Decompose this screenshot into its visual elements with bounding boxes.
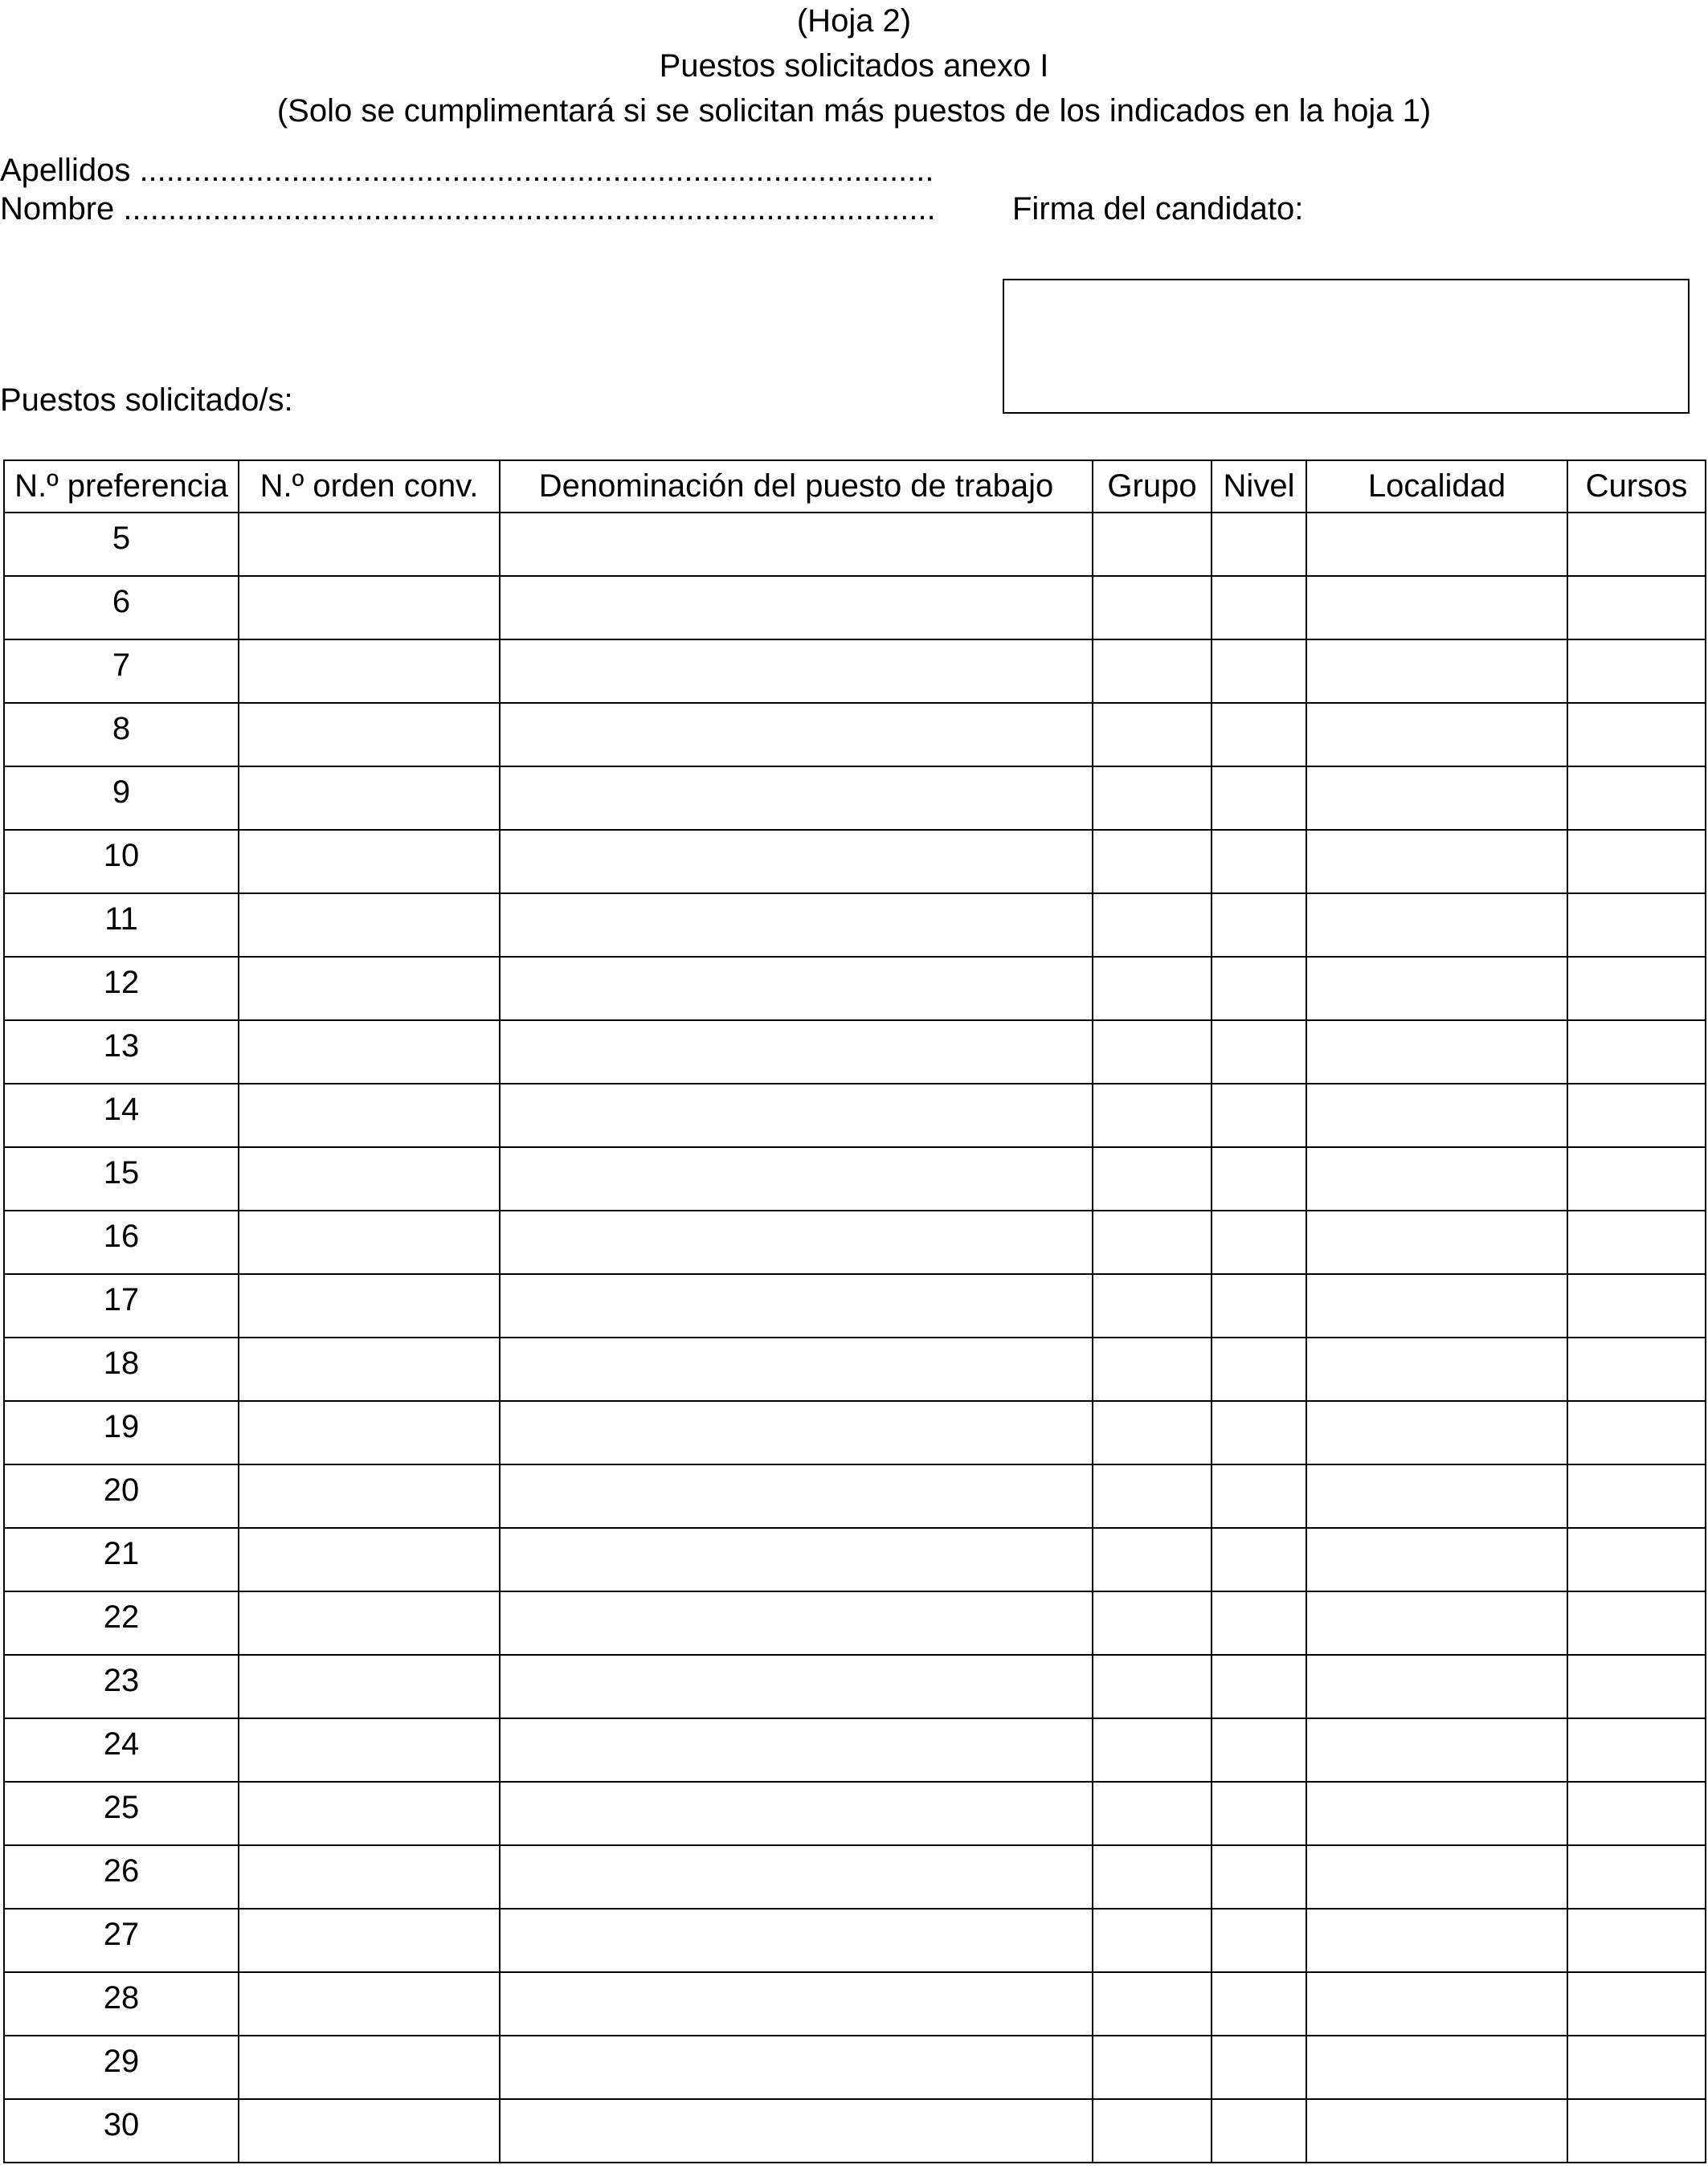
- cell-cursos[interactable]: [1567, 957, 1706, 1020]
- cell-orden[interactable]: [239, 1401, 500, 1464]
- cell-cursos[interactable]: [1567, 1528, 1706, 1591]
- cell-denominacion[interactable]: [500, 1020, 1093, 1084]
- cell-localidad[interactable]: [1306, 2036, 1567, 2099]
- cell-cursos[interactable]: [1567, 639, 1706, 703]
- table-row: [4, 2036, 1706, 2099]
- cell-grupo[interactable]: [1093, 639, 1212, 703]
- cell-grupo[interactable]: [1093, 1020, 1212, 1084]
- cell-nivel[interactable]: [1212, 1020, 1306, 1084]
- cell-nivel[interactable]: [1212, 1084, 1306, 1147]
- cell-localidad[interactable]: [1306, 1464, 1567, 1528]
- cell-denominacion[interactable]: [500, 1147, 1093, 1211]
- cell-orden[interactable]: [239, 2036, 500, 2099]
- positions-table: [3, 460, 1706, 2163]
- cell-cursos[interactable]: [1567, 766, 1706, 830]
- cell-cursos[interactable]: [1567, 1084, 1706, 1147]
- cell-grupo[interactable]: [1093, 2099, 1212, 2163]
- cell-grupo[interactable]: [1093, 957, 1212, 1020]
- cell-preferencia: 24: [4, 1718, 239, 1782]
- table-row: [4, 513, 1706, 576]
- cell-nivel[interactable]: [1212, 1782, 1306, 1845]
- cell-nivel[interactable]: [1212, 1464, 1306, 1528]
- cell-denominacion[interactable]: [500, 1591, 1093, 1655]
- cell-preferencia: 22: [4, 1591, 239, 1655]
- table-header-row: [4, 460, 1706, 513]
- cell-preferencia: 16: [4, 1211, 239, 1274]
- cell-denominacion[interactable]: [500, 639, 1093, 703]
- cell-cursos[interactable]: [1567, 703, 1706, 766]
- cell-localidad[interactable]: [1306, 1211, 1567, 1274]
- cell-preferencia: 21: [4, 1528, 239, 1591]
- cell-orden[interactable]: [239, 1655, 500, 1718]
- cell-localidad[interactable]: [1306, 957, 1567, 1020]
- cell-grupo[interactable]: [1093, 703, 1212, 766]
- cell-preferencia: 19: [4, 1401, 239, 1464]
- table-row: [4, 1782, 1706, 1845]
- cell-cursos[interactable]: [1567, 1464, 1706, 1528]
- table-body: [4, 513, 1706, 2163]
- cell-cursos[interactable]: [1567, 1401, 1706, 1464]
- cell-denominacion[interactable]: [500, 893, 1093, 957]
- cell-orden[interactable]: [239, 2099, 500, 2163]
- column-header-localidad: Localidad: [1306, 460, 1567, 513]
- cell-grupo[interactable]: [1093, 1909, 1212, 1972]
- cell-preferencia: 8: [4, 703, 239, 766]
- cell-cursos[interactable]: [1567, 1909, 1706, 1972]
- table-row: [4, 1591, 1706, 1655]
- table-row: [4, 1020, 1706, 1084]
- cell-denominacion[interactable]: [500, 957, 1093, 1020]
- cell-preferencia: 11: [4, 893, 239, 957]
- cell-nivel[interactable]: [1212, 576, 1306, 639]
- cell-preferencia: 17: [4, 1274, 239, 1338]
- cell-cursos[interactable]: [1567, 576, 1706, 639]
- apellidos-field[interactable]: Apellidos .........................................................................................: [0, 153, 934, 188]
- cell-orden[interactable]: [239, 893, 500, 957]
- cell-grupo[interactable]: [1093, 1972, 1212, 2036]
- column-header-orden: N.º orden conv.: [239, 460, 500, 513]
- cell-orden[interactable]: [239, 639, 500, 703]
- cell-localidad[interactable]: [1306, 1528, 1567, 1591]
- cell-denominacion[interactable]: [500, 1084, 1093, 1147]
- table-row: [4, 1528, 1706, 1591]
- cell-grupo[interactable]: [1093, 893, 1212, 957]
- cell-localidad[interactable]: [1306, 1147, 1567, 1211]
- cell-cursos[interactable]: [1567, 1591, 1706, 1655]
- cell-cursos[interactable]: [1567, 1655, 1706, 1718]
- cell-nivel[interactable]: [1212, 957, 1306, 1020]
- cell-localidad[interactable]: [1306, 1274, 1567, 1338]
- cell-nivel[interactable]: [1212, 2036, 1306, 2099]
- cell-orden[interactable]: [239, 1274, 500, 1338]
- table-row: [4, 703, 1706, 766]
- cell-grupo[interactable]: [1093, 1655, 1212, 1718]
- cell-nivel[interactable]: [1212, 703, 1306, 766]
- table-row: [4, 1401, 1706, 1464]
- cell-denominacion[interactable]: [500, 1274, 1093, 1338]
- cell-orden[interactable]: [239, 1338, 500, 1401]
- puestos-label: Puestos solicitado/s:: [0, 382, 293, 418]
- cell-localidad[interactable]: [1306, 1782, 1567, 1845]
- cell-orden[interactable]: [239, 1020, 500, 1084]
- cell-orden[interactable]: [239, 1211, 500, 1274]
- cell-grupo[interactable]: [1093, 576, 1212, 639]
- cell-cursos[interactable]: [1567, 2036, 1706, 2099]
- cell-nivel[interactable]: [1212, 1655, 1306, 1718]
- cell-denominacion[interactable]: [500, 1401, 1093, 1464]
- cell-nivel[interactable]: [1212, 1909, 1306, 1972]
- cell-grupo[interactable]: [1093, 513, 1212, 576]
- cell-cursos[interactable]: [1567, 893, 1706, 957]
- cell-preferencia: 20: [4, 1464, 239, 1528]
- cell-nivel[interactable]: [1212, 1274, 1306, 1338]
- cell-preferencia: 7: [4, 639, 239, 703]
- cell-localidad[interactable]: [1306, 2099, 1567, 2163]
- nombre-field[interactable]: Nombre ...........................................................................................: [0, 191, 936, 227]
- table-row: [4, 957, 1706, 1020]
- column-header-cursos: Cursos: [1567, 460, 1706, 513]
- cell-grupo[interactable]: [1093, 1084, 1212, 1147]
- cell-localidad[interactable]: [1306, 1718, 1567, 1782]
- cell-preferencia: 27: [4, 1909, 239, 1972]
- table-row: [4, 576, 1706, 639]
- cell-grupo[interactable]: [1093, 766, 1212, 830]
- table-row: [4, 1084, 1706, 1147]
- cell-orden[interactable]: [239, 1718, 500, 1782]
- cell-denominacion[interactable]: [500, 1211, 1093, 1274]
- cell-denominacion[interactable]: [500, 1338, 1093, 1401]
- table-row: [4, 1655, 1706, 1718]
- cell-nivel[interactable]: [1212, 639, 1306, 703]
- cell-preferencia: 25: [4, 1782, 239, 1845]
- table-row: [4, 1718, 1706, 1782]
- cell-grupo[interactable]: [1093, 1464, 1212, 1528]
- cell-orden[interactable]: [239, 1464, 500, 1528]
- cell-localidad[interactable]: [1306, 703, 1567, 766]
- cell-preferencia: 13: [4, 1020, 239, 1084]
- cell-nivel[interactable]: [1212, 1591, 1306, 1655]
- cell-preferencia: 23: [4, 1655, 239, 1718]
- cell-cursos[interactable]: [1567, 1972, 1706, 2036]
- table-row: [4, 1909, 1706, 1972]
- cell-denominacion[interactable]: [500, 1655, 1093, 1718]
- cell-cursos[interactable]: [1567, 1211, 1706, 1274]
- cell-grupo[interactable]: [1093, 1147, 1212, 1211]
- cell-localidad[interactable]: [1306, 513, 1567, 576]
- cell-localidad[interactable]: [1306, 1401, 1567, 1464]
- cell-nivel[interactable]: [1212, 513, 1306, 576]
- cell-preferencia: 5: [4, 513, 239, 576]
- cell-orden[interactable]: [239, 1909, 500, 1972]
- cell-localidad[interactable]: [1306, 576, 1567, 639]
- cell-orden[interactable]: [239, 703, 500, 766]
- cell-grupo[interactable]: [1093, 1845, 1212, 1909]
- cell-localidad[interactable]: [1306, 893, 1567, 957]
- cell-denominacion[interactable]: [500, 576, 1093, 639]
- cell-localidad[interactable]: [1306, 1020, 1567, 1084]
- cell-nivel[interactable]: [1212, 1845, 1306, 1909]
- cell-localidad[interactable]: [1306, 830, 1567, 893]
- cell-orden[interactable]: [239, 1591, 500, 1655]
- cell-preferencia: 14: [4, 1084, 239, 1147]
- cell-localidad[interactable]: [1306, 1084, 1567, 1147]
- cell-nivel[interactable]: [1212, 1338, 1306, 1401]
- cell-denominacion[interactable]: [500, 1528, 1093, 1591]
- page-title: Puestos solicitados anexo I: [659, 48, 1049, 84]
- cell-denominacion[interactable]: [500, 1909, 1093, 1972]
- cell-denominacion[interactable]: [500, 1845, 1093, 1909]
- cell-cursos[interactable]: [1567, 1147, 1706, 1211]
- cell-denominacion[interactable]: [500, 1464, 1093, 1528]
- table-row: [4, 1338, 1706, 1401]
- cell-denominacion[interactable]: [500, 766, 1093, 830]
- cell-preferencia: 29: [4, 2036, 239, 2099]
- page-note: (Solo se cumplimentará si se solicitan más puestos de los indicados en la hoja 1): [276, 93, 1432, 129]
- cell-denominacion[interactable]: [500, 703, 1093, 766]
- column-header-nivel: Nivel: [1212, 460, 1306, 513]
- table-row: [4, 893, 1706, 957]
- cell-nivel[interactable]: [1212, 1718, 1306, 1782]
- cell-orden[interactable]: [239, 576, 500, 639]
- cell-localidad[interactable]: [1306, 1972, 1567, 2036]
- cell-cursos[interactable]: [1567, 1718, 1706, 1782]
- cell-preferencia: 15: [4, 1147, 239, 1211]
- column-header-denominacion: Denominación del puesto de trabajo: [500, 460, 1093, 513]
- cell-grupo[interactable]: [1093, 1211, 1212, 1274]
- cell-nivel[interactable]: [1212, 1972, 1306, 2036]
- cell-nivel[interactable]: [1212, 830, 1306, 893]
- cell-denominacion[interactable]: [500, 513, 1093, 576]
- cell-denominacion[interactable]: [500, 830, 1093, 893]
- cell-denominacion[interactable]: [500, 2099, 1093, 2163]
- cell-preferencia: 6: [4, 576, 239, 639]
- cell-cursos[interactable]: [1567, 1338, 1706, 1401]
- cell-denominacion[interactable]: [500, 1972, 1093, 2036]
- cell-denominacion[interactable]: [500, 2036, 1093, 2099]
- cell-cursos[interactable]: [1567, 830, 1706, 893]
- cell-localidad[interactable]: [1306, 639, 1567, 703]
- cell-grupo[interactable]: [1093, 830, 1212, 893]
- cell-denominacion[interactable]: [500, 1782, 1093, 1845]
- column-header-preferencia: N.º preferencia: [4, 460, 239, 513]
- cell-orden[interactable]: [239, 1845, 500, 1909]
- cell-orden[interactable]: [239, 1972, 500, 2036]
- cell-cursos[interactable]: [1567, 1020, 1706, 1084]
- cell-nivel[interactable]: [1212, 2099, 1306, 2163]
- cell-grupo[interactable]: [1093, 1274, 1212, 1338]
- cell-nivel[interactable]: [1212, 893, 1306, 957]
- cell-preferencia: 9: [4, 766, 239, 830]
- cell-cursos[interactable]: [1567, 513, 1706, 576]
- cell-preferencia: 12: [4, 957, 239, 1020]
- table-row: [4, 830, 1706, 893]
- cell-orden[interactable]: [239, 1084, 500, 1147]
- cell-localidad[interactable]: [1306, 1909, 1567, 1972]
- cell-grupo[interactable]: [1093, 1591, 1212, 1655]
- cell-localidad[interactable]: [1306, 766, 1567, 830]
- cell-orden[interactable]: [239, 1147, 500, 1211]
- column-header-grupo: Grupo: [1093, 460, 1212, 513]
- cell-cursos[interactable]: [1567, 1845, 1706, 1909]
- cell-orden[interactable]: [239, 766, 500, 830]
- cell-nivel[interactable]: [1212, 1211, 1306, 1274]
- cell-localidad[interactable]: [1306, 1655, 1567, 1718]
- cell-grupo[interactable]: [1093, 1718, 1212, 1782]
- cell-nivel[interactable]: [1212, 1401, 1306, 1464]
- firma-label: Firma del candidato:: [1012, 191, 1304, 227]
- cell-preferencia: 10: [4, 830, 239, 893]
- cell-preferencia: 30: [4, 2099, 239, 2163]
- table-row: [4, 1211, 1706, 1274]
- table-row: [4, 1845, 1706, 1909]
- cell-orden[interactable]: [239, 1782, 500, 1845]
- cell-preferencia: 28: [4, 1972, 239, 2036]
- cell-cursos[interactable]: [1567, 1274, 1706, 1338]
- cell-grupo[interactable]: [1093, 1401, 1212, 1464]
- cell-cursos[interactable]: [1567, 1782, 1706, 1845]
- table-row: [4, 639, 1706, 703]
- cell-localidad[interactable]: [1306, 1591, 1567, 1655]
- cell-preferencia: 26: [4, 1845, 239, 1909]
- table-row: [4, 1274, 1706, 1338]
- cell-nivel[interactable]: [1212, 1147, 1306, 1211]
- cell-denominacion[interactable]: [500, 1718, 1093, 1782]
- cell-grupo[interactable]: [1093, 2036, 1212, 2099]
- cell-nivel[interactable]: [1212, 1528, 1306, 1591]
- table-row: [4, 1147, 1706, 1211]
- table-row: [4, 2099, 1706, 2163]
- table-row: [4, 1464, 1706, 1528]
- table-row: [4, 766, 1706, 830]
- sheet-label: (Hoja 2): [796, 3, 912, 39]
- signature-box[interactable]: [1003, 279, 1690, 414]
- cell-orden[interactable]: [239, 830, 500, 893]
- cell-preferencia: 18: [4, 1338, 239, 1401]
- cell-nivel[interactable]: [1212, 766, 1306, 830]
- cell-grupo[interactable]: [1093, 1338, 1212, 1401]
- cell-orden[interactable]: [239, 513, 500, 576]
- cell-orden[interactable]: [239, 1528, 500, 1591]
- cell-grupo[interactable]: [1093, 1782, 1212, 1845]
- cell-localidad[interactable]: [1306, 1845, 1567, 1909]
- cell-grupo[interactable]: [1093, 1528, 1212, 1591]
- cell-cursos[interactable]: [1567, 2099, 1706, 2163]
- cell-orden[interactable]: [239, 957, 500, 1020]
- cell-localidad[interactable]: [1306, 1338, 1567, 1401]
- table-row: [4, 1972, 1706, 2036]
